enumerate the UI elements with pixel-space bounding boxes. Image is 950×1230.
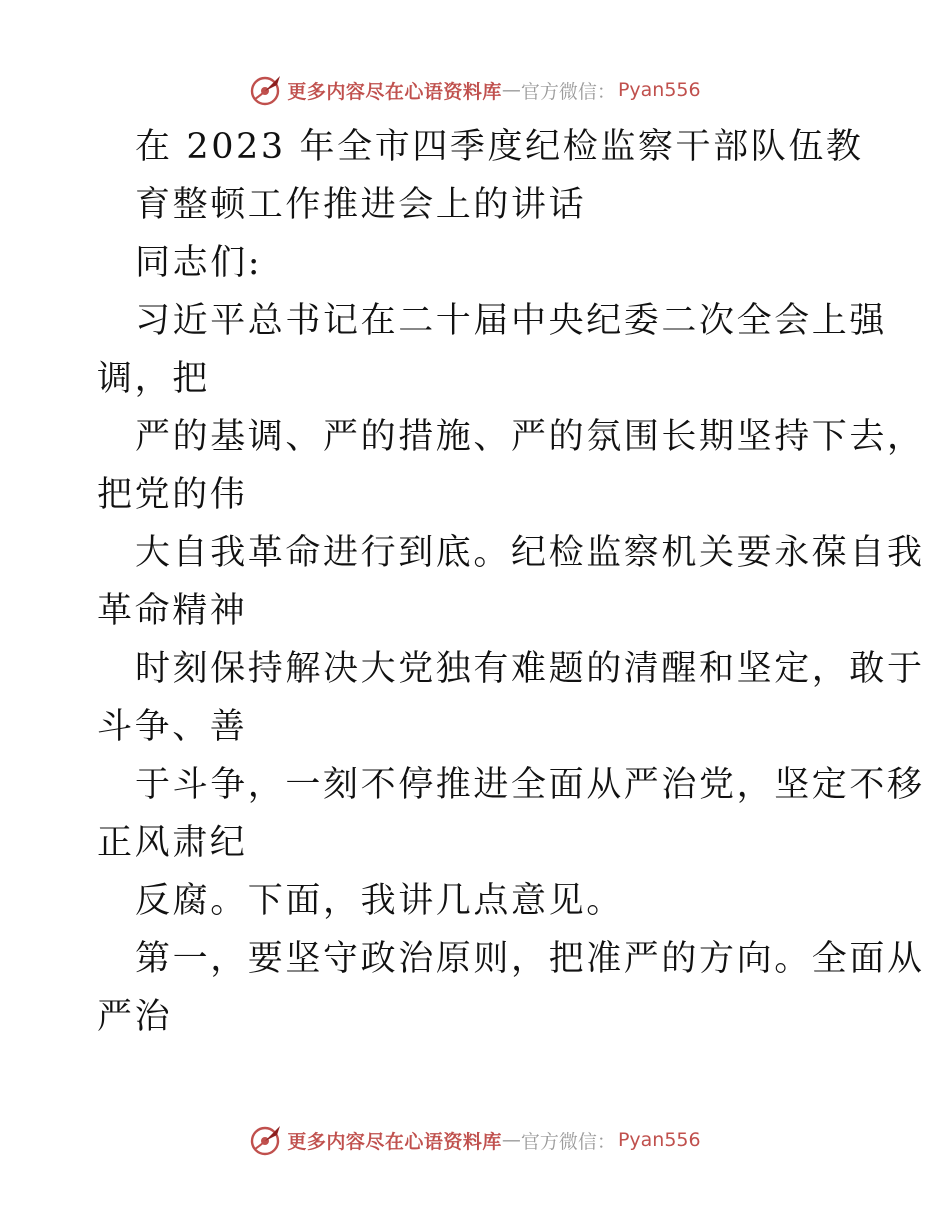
title-line-1: 在 2023 年全市四季度纪检监察干部队伍教 bbox=[135, 127, 864, 167]
paragraph-line: 第一，要坚守政治原则，把准严的方向。全面从 bbox=[135, 939, 925, 979]
salutation: 同志们: bbox=[135, 243, 263, 283]
paragraph-line: 正风肃纪 bbox=[97, 823, 248, 863]
paragraph-line: 大自我革命进行到底。纪检监察机关要永葆自我 bbox=[135, 533, 925, 573]
footer-watermark bbox=[0, 1120, 950, 1160]
header-dash: — bbox=[501, 79, 521, 101]
footer-wechat-id: Pyan556 bbox=[617, 1129, 701, 1151]
paragraph-line: 于斗争，一刻不停推进全面从严治党，坚定不移 bbox=[135, 765, 925, 805]
header-wechat-label: 官方微信： bbox=[520, 80, 616, 103]
footer-dash: — bbox=[501, 1129, 521, 1151]
paragraph-line: 时刻保持解决大党独有难题的清醒和坚定，敢于 bbox=[135, 649, 925, 689]
header-wechat-id: Pyan556 bbox=[617, 79, 701, 101]
paragraph-line: 调，把 bbox=[97, 359, 210, 399]
quill-logo-icon bbox=[249, 73, 283, 107]
quill-logo-icon bbox=[249, 1123, 283, 1157]
footer-wechat-label: 官方微信： bbox=[520, 1130, 616, 1153]
paragraph-line: 严治 bbox=[97, 997, 173, 1037]
paragraph-line: 斗争、善 bbox=[97, 707, 248, 747]
paragraph-line: 把党的伟 bbox=[97, 475, 248, 515]
paragraph-line: 反腐。下面，我讲几点意见。 bbox=[135, 881, 624, 921]
paragraph-line: 严的基调、严的措施、严的氛围长期坚持下去， bbox=[135, 417, 925, 457]
header-watermark bbox=[0, 70, 950, 110]
paragraph-line: 革命精神 bbox=[97, 591, 248, 631]
header-brand-text: 更多内容尽在心语资料库 bbox=[287, 80, 502, 103]
title-line-2: 育整顿工作推进会上的讲话 bbox=[135, 185, 587, 225]
footer-brand-text: 更多内容尽在心语资料库 bbox=[287, 1130, 502, 1153]
paragraph-line: 习近平总书记在二十届中央纪委二次全会上强 bbox=[135, 301, 888, 341]
